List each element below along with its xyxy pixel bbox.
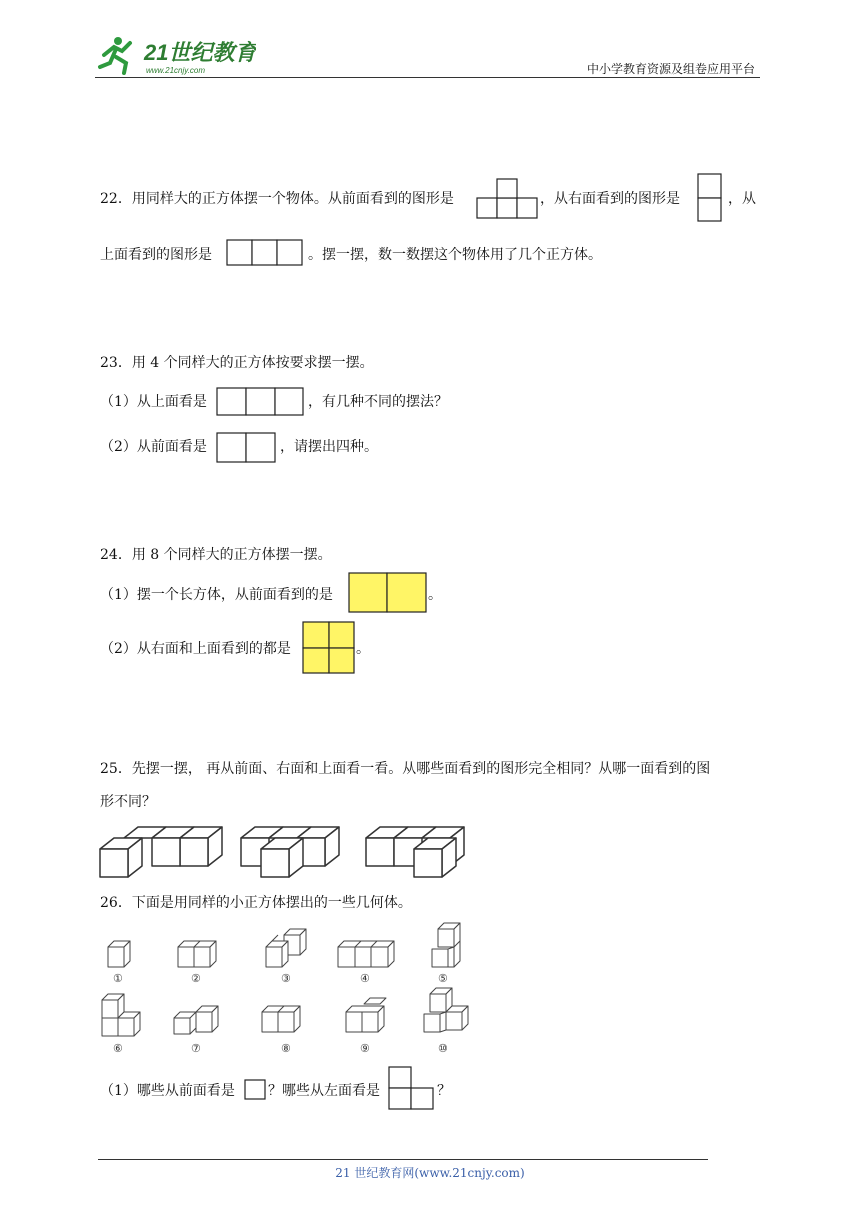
- q24-sub1-text: （1）摆一个长方体，从前面看到的是: [100, 587, 333, 603]
- q26-label-4: ④: [360, 972, 370, 985]
- q23-sub2-instruction: ，请摆出四种。: [280, 439, 378, 455]
- q22-top-view-figure: [225, 238, 305, 268]
- q24-sub1-end: 。: [428, 587, 442, 603]
- q26-label-5: ⑤: [438, 972, 448, 985]
- q25-line-2: 形不同？: [100, 794, 156, 810]
- q26-solid-4: [338, 941, 394, 967]
- q26-sub1-text: （1）哪些从前面看是: [100, 1083, 235, 1099]
- q22-text-3: ，从: [728, 191, 756, 207]
- q24-front-view-yellow-figure: [348, 572, 428, 614]
- q26-solid-7: [174, 1006, 218, 1034]
- q26-title: 26．下面是用同样的小正方体摆出的一些几何体。: [100, 895, 412, 911]
- q26-label-9: ⑨: [360, 1042, 370, 1055]
- q26-label-1: ①: [113, 972, 123, 985]
- q26-front-view-square: [244, 1079, 268, 1101]
- q26-label-3: ③: [281, 972, 291, 985]
- q22-text-2: ，从右面看到的图形是: [540, 191, 680, 207]
- site-logo: [96, 33, 256, 79]
- q26-solid-1: [108, 941, 130, 967]
- q23-title: 23．用 4 个同样大的正方体按要求摆一摆。: [100, 355, 374, 371]
- footer-text: 21 世纪教育网(www.21cnjy.com): [335, 1166, 525, 1180]
- q25-line-1: 25．先摆一摆， 再从前面、右面和上面看一看。从哪些面看到的图形完全相同？从哪一面看到的图: [100, 761, 711, 777]
- q25-figure-b: [241, 827, 339, 877]
- q26-solid-5: [432, 923, 460, 967]
- q24-right-top-view-yellow-figure: [302, 621, 356, 675]
- q26-label-7: ⑦: [191, 1042, 201, 1055]
- q25-cube-figures: [98, 822, 478, 880]
- q26-solid-9: [346, 998, 386, 1032]
- q22-front-view-figure: [476, 178, 538, 220]
- q25-figure-a: [100, 827, 222, 877]
- q25-figure-c: [366, 827, 464, 877]
- q26-solid-3: [266, 929, 306, 967]
- footer-divider: [98, 1159, 708, 1160]
- q26-sub1-end: ？: [437, 1083, 451, 1099]
- q22-text-4: 上面看到的图形是: [100, 247, 212, 263]
- q26-label-2: ②: [191, 972, 201, 985]
- q22-text-1: 22．用同样大的正方体摆一个物体。从前面看到的图形是: [100, 191, 454, 207]
- q24-sub2-text: （2）从右面和上面看到的都是: [100, 641, 291, 657]
- q26-solid-6: [102, 994, 140, 1036]
- q23-top-view-figure: [215, 386, 305, 417]
- header-tagline: 中小学教育资源及组卷应用平台: [586, 62, 755, 76]
- logo-text: 21世纪教育: [144, 40, 256, 65]
- logo-url: www.21cnjy.com: [146, 66, 205, 75]
- q24-title: 24．用 8 个同样大的正方体摆一摆。: [100, 547, 332, 563]
- q26-sub1-question: ？哪些从左面看是: [268, 1083, 380, 1099]
- q26-label-10: ⑩: [438, 1042, 448, 1055]
- q26-label-6: ⑥: [113, 1042, 123, 1055]
- q26-solid-8: [262, 1006, 300, 1032]
- q26-solid-10: [424, 988, 468, 1032]
- q26-solids-figure: [98, 920, 478, 1060]
- q22-text-5: 。摆一摆，数一数摆这个物体用了几个正方体。: [308, 247, 602, 263]
- q26-left-view-figure: [388, 1066, 436, 1112]
- q26-solid-2: [178, 941, 216, 967]
- q22-right-view-figure: [697, 173, 723, 223]
- q26-label-8: ⑧: [281, 1042, 291, 1055]
- runner-logo-icon: [96, 33, 256, 75]
- q23-sub1-text: （1）从上面看是: [100, 394, 207, 410]
- q23-sub1-question: ，有几种不同的摆法？: [308, 394, 448, 410]
- q23-sub2-text: （2）从前面看是: [100, 439, 207, 455]
- q24-sub2-end: 。: [356, 641, 370, 657]
- header-divider: [95, 77, 760, 78]
- q23-front-view-figure: [215, 431, 277, 464]
